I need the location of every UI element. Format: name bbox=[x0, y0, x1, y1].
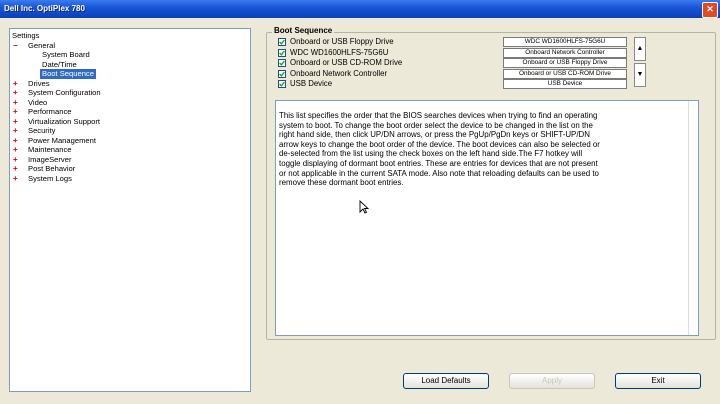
tree-item[interactable] bbox=[10, 107, 248, 117]
tree-item-label: System Configuration bbox=[28, 88, 101, 97]
boot-sequence-title: Boot Sequence bbox=[274, 26, 333, 35]
expand-icon[interactable]: + bbox=[13, 145, 18, 154]
boot-order-entry[interactable]: USB Device bbox=[503, 79, 627, 89]
move-up-button[interactable] bbox=[634, 37, 646, 61]
tree-item[interactable] bbox=[10, 136, 248, 146]
tree-item[interactable] bbox=[10, 31, 248, 41]
tree-item-label: ImageServer bbox=[28, 154, 72, 164]
boot-device-checkbox[interactable] bbox=[278, 49, 286, 57]
collapse-icon[interactable]: − bbox=[13, 40, 18, 50]
expand-icon[interactable]: + bbox=[13, 173, 18, 183]
checkmark-icon bbox=[279, 39, 285, 45]
settings-tree bbox=[9, 28, 251, 392]
tree-item[interactable] bbox=[10, 60, 248, 70]
expand-icon[interactable]: + bbox=[13, 97, 18, 107]
tree-item-label: System Logs bbox=[28, 173, 72, 183]
boot-device-checkbox[interactable] bbox=[278, 38, 286, 46]
tree-item-label: Maintenance bbox=[28, 145, 72, 154]
tree-item-label: Power Management bbox=[28, 135, 96, 145]
description-box bbox=[275, 100, 699, 336]
mouse-cursor-icon bbox=[359, 200, 369, 214]
boot-order-entry[interactable]: Onboard or USB CD-ROM Drive bbox=[503, 69, 627, 79]
tree-item[interactable] bbox=[10, 155, 248, 165]
expand-icon[interactable]: + bbox=[13, 107, 18, 116]
tree-item-label: Drives bbox=[28, 78, 50, 88]
expand-icon[interactable]: + bbox=[13, 88, 18, 97]
close-icon[interactable]: ✕ bbox=[702, 2, 718, 18]
checkmark-icon bbox=[279, 60, 285, 66]
description-text: This list specifies the order that the BIOS searches devices when trying to find an operating system to boot. To change the boot order select the device to be changed in the list on the right hand side, then click UP/DN arrows, or press the PgUp/PgDn keys or SHIFT-UP/DN arrow keys to change the boot order of the device. The boot devices can also be selected or de-selected from the list using the check boxes on the left hand side.The F7 hotkey will toggle displaying of dormant boot entries. These are entries for devices that are not present or not applicable in the current SATA mode. Also note that reloading defaults can be used to remove these dormant boot entries. bbox=[279, 111, 600, 188]
tree-item-label: Virtualization Support bbox=[28, 116, 101, 126]
exit-button[interactable]: Exit bbox=[615, 373, 701, 389]
boot-device-checkbox[interactable] bbox=[278, 80, 286, 88]
tree-item-label: Video bbox=[28, 97, 48, 107]
boot-order-entry[interactable]: Onboard or USB Floppy Drive bbox=[503, 58, 627, 68]
boot-order-entry[interactable]: Onboard Network Controller bbox=[503, 48, 627, 58]
tree-item[interactable] bbox=[10, 50, 248, 60]
expand-icon[interactable]: + bbox=[13, 116, 18, 126]
tree-item-label: General bbox=[28, 40, 56, 50]
expand-icon[interactable]: + bbox=[13, 164, 18, 173]
tree-item[interactable] bbox=[10, 126, 248, 136]
arrow-down-icon: ▼ bbox=[636, 71, 644, 78]
expand-icon[interactable]: + bbox=[13, 126, 18, 135]
boot-device-name: Onboard or USB Floppy Drive bbox=[290, 37, 394, 46]
tree-item[interactable] bbox=[10, 174, 248, 184]
checkmark-icon bbox=[279, 50, 285, 56]
tree-item-label: Security bbox=[28, 126, 56, 135]
expand-icon[interactable]: + bbox=[13, 154, 18, 164]
expand-icon[interactable]: + bbox=[13, 135, 18, 145]
boot-device-name: Onboard Network Controller bbox=[290, 68, 388, 78]
boot-device-name: USB Device bbox=[290, 79, 333, 88]
tree-item-label: Settings bbox=[12, 31, 40, 40]
tree-item[interactable] bbox=[10, 69, 248, 79]
tree-item-label: Boot Sequence bbox=[42, 69, 94, 78]
tree-item[interactable] bbox=[10, 88, 248, 98]
tree-item[interactable] bbox=[10, 164, 248, 174]
tree-item[interactable] bbox=[10, 117, 248, 127]
boot-device-checkbox[interactable] bbox=[278, 59, 286, 67]
apply-button[interactable]: Apply bbox=[509, 373, 595, 389]
window-title: Dell Inc. OptiPlex 780 bbox=[4, 4, 85, 13]
tree-item-label: System Board bbox=[42, 50, 90, 59]
title-bar bbox=[0, 0, 720, 18]
tree-item[interactable] bbox=[10, 145, 248, 155]
tree-item-label: Performance bbox=[28, 107, 72, 116]
checkmark-icon bbox=[279, 81, 285, 87]
boot-device-name: WDC WD1600HLFS-75G6U bbox=[290, 47, 389, 57]
checkmark-icon bbox=[279, 71, 285, 77]
tree-item-label: Date/Time bbox=[42, 59, 77, 69]
load-defaults-button[interactable]: Load Defaults bbox=[403, 373, 489, 389]
expand-icon[interactable]: + bbox=[13, 78, 18, 88]
tree-item[interactable] bbox=[10, 79, 248, 89]
tree-item-label: Post Behavior bbox=[28, 164, 76, 173]
arrow-up-icon: ▲ bbox=[636, 45, 644, 52]
boot-device-checkbox[interactable] bbox=[278, 70, 286, 78]
tree-item[interactable] bbox=[10, 41, 248, 51]
boot-order-entry[interactable]: WDC WD1600HLFS-75G6U bbox=[503, 37, 627, 47]
move-down-button[interactable] bbox=[634, 63, 646, 87]
tree-item[interactable] bbox=[10, 98, 248, 108]
description-scrollbar[interactable] bbox=[688, 101, 698, 335]
boot-device-name: Onboard or USB CD-ROM Drive bbox=[290, 58, 403, 67]
